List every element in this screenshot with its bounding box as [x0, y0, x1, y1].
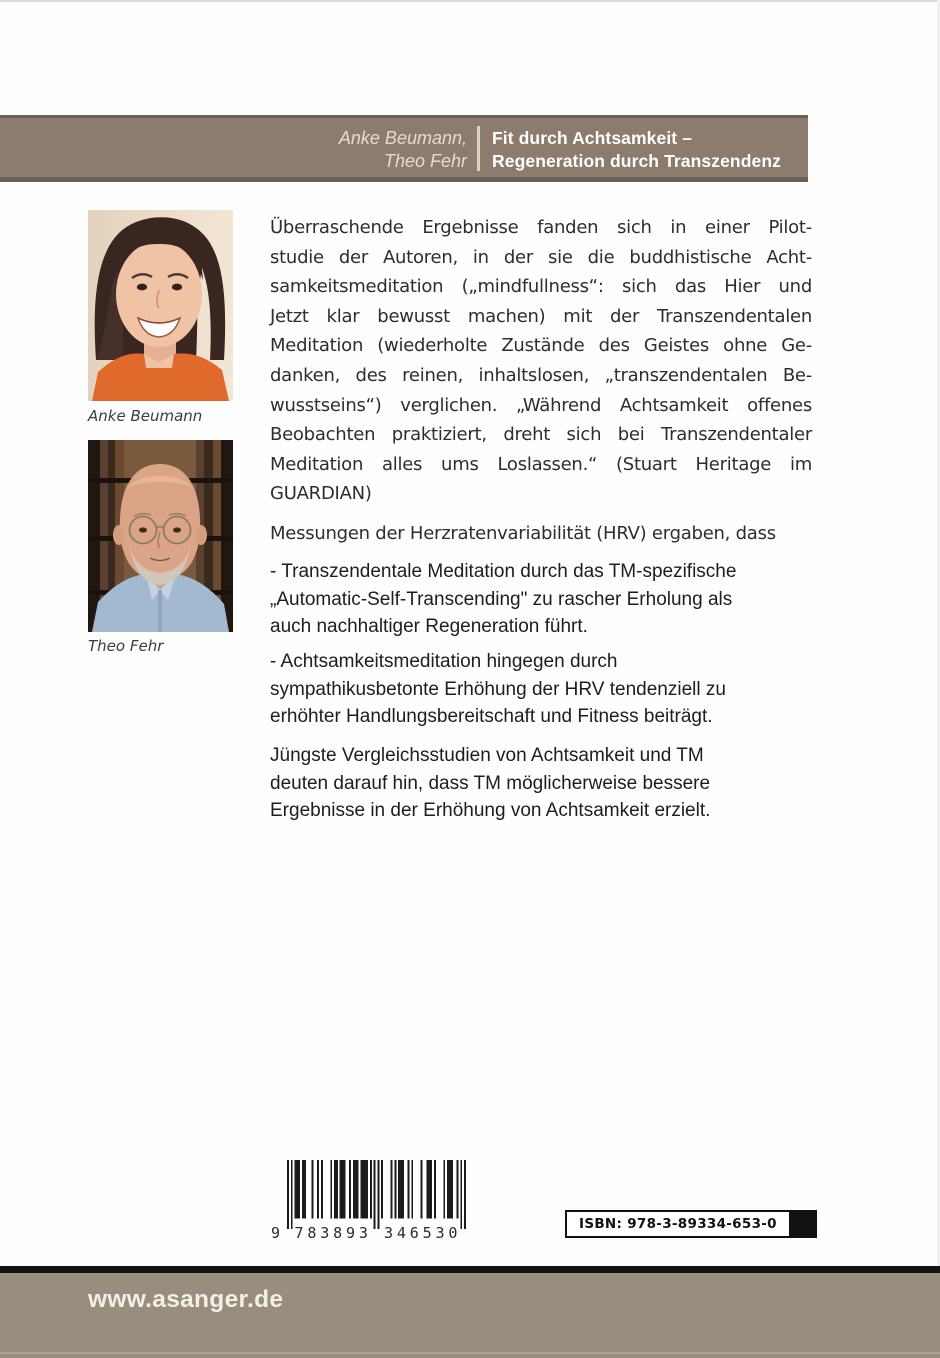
publisher-website: www.asanger.de: [88, 1286, 284, 1313]
book-title-line: Regeneration durch Transzendenz: [492, 151, 781, 171]
isbn-number: ISBN: 978-3-89334-653-0: [565, 1210, 791, 1238]
header-authors: [0, 127, 467, 173]
author-photo-theo-fehr: [88, 440, 233, 632]
barcode-digit-group: 783893: [294, 1224, 368, 1241]
author-name-line: Anke Beumann,: [338, 128, 467, 148]
author-photo-anke-beumann: [88, 210, 233, 401]
blurb-line: wusstseins“) verglichen. „Während Achtsamkeit offenes: [270, 394, 812, 416]
blurb-line: Meditation alles ums Loslassen.“ (Stuart Heritage im: [270, 453, 812, 475]
book-title: [492, 127, 802, 173]
blurb-line: Jetzt klar bewusst machen) mit der Transzendentalen: [270, 305, 812, 327]
closing-line: Ergebnisse in der Erhöhung von Achtsamkeit erzielt.: [270, 800, 711, 821]
photo-caption-theo: Theo Fehr: [88, 637, 164, 655]
isbn-box: [565, 1210, 817, 1238]
isbn-black-square: [791, 1210, 817, 1238]
blurb-line: danken, des reinen, inhaltslosen, „transzendentalen Be-: [270, 364, 812, 386]
bullet-line: „Automatic-Self-Transcending" zu rascher Erholung als: [270, 588, 733, 610]
blurb-line: Meditation (wiederholte Zustände des Geistes ohne Ge-: [270, 335, 812, 357]
bullet-line: auch nachhaltiger Regeneration führt.: [270, 616, 588, 637]
closing-paragraph: [270, 742, 830, 825]
footer-band: [0, 1273, 940, 1358]
bullet-achtsamkeit-result: [270, 648, 830, 731]
hrv-intro-line: Messungen der Herzratenvariabilität (HRV) ergaben, dass: [270, 523, 776, 544]
portrait-woman-illustration: [88, 210, 233, 401]
blurb-paragraph-guardian-quote: [270, 213, 812, 509]
footer-black-rule: [0, 1266, 940, 1273]
photo-caption-anke: Anke Beumann: [88, 407, 203, 425]
bullet-line: - Achtsamkeitsmeditation hingegen durch: [270, 651, 618, 672]
closing-line: deuten darauf hin, dass TM möglicherweise bessere: [270, 772, 711, 794]
blurb-line: studie der Autoren, in der sie die buddhistische Acht-: [270, 246, 812, 268]
blurb-line: GUARDIAN): [270, 483, 372, 505]
bullet-line: sympathikusbetonte Erhöhung der HRV tendenziell zu: [270, 678, 726, 700]
portrait-man-illustration: [88, 440, 233, 632]
ean-barcode-svg: [270, 1160, 466, 1241]
header-band: [0, 115, 808, 182]
book-title-line: Fit durch Achtsamkeit –: [492, 128, 693, 148]
header-divider: [477, 126, 480, 171]
scan-top-edge: [0, 0, 940, 2]
blurb-line: samkeitsmeditation („mindfullness“: sich das Hier und: [270, 276, 812, 298]
barcode-digit-group: 9: [270, 1224, 281, 1241]
bullet-line: - Transzendentale Meditation durch das TM-spezifische: [270, 561, 737, 582]
bullet-line: erhöhter Handlungsbereitschaft und Fitness beiträgt.: [270, 706, 713, 727]
author-name-line: Theo Fehr: [383, 151, 467, 171]
blurb-line: Beobachten praktiziert, dreht sich bei Transzendentaler: [270, 424, 812, 446]
closing-line: Jüngste Vergleichsstudien von Achtsamkeit und TM: [270, 745, 704, 766]
bullet-tm-result: [270, 558, 830, 641]
blurb-line: Überraschende Ergebnisse fanden sich in einer Pilot-: [270, 217, 812, 238]
ean-barcode: [270, 1160, 466, 1242]
barcode-digit-group: 346530: [384, 1224, 458, 1241]
